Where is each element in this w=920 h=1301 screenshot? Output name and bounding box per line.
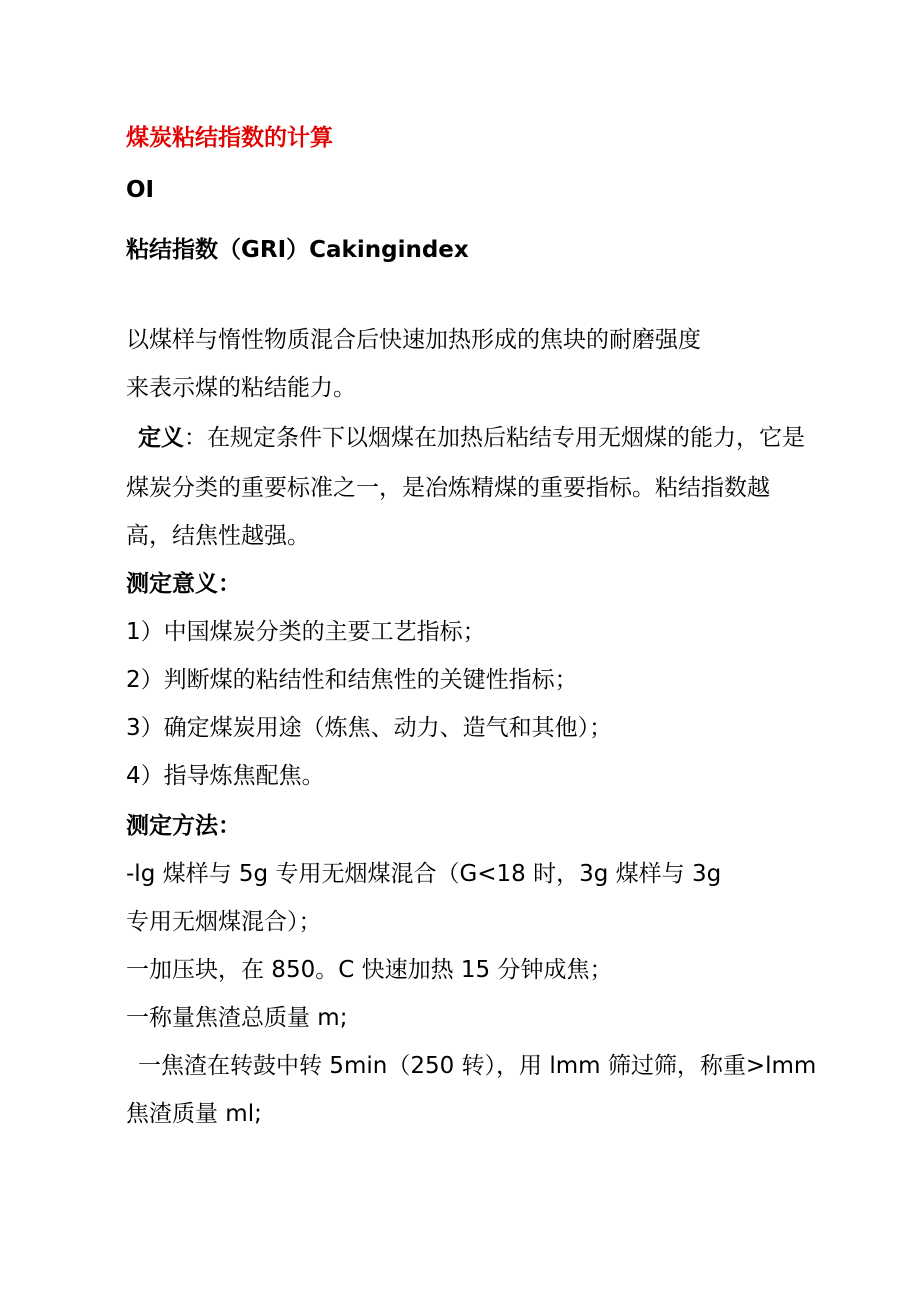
intro-line-2: 来表示煤的粘结能力。 [126,375,356,401]
significance-item-2: 2）判断煤的粘结性和结焦性的关键性指标； [126,667,578,693]
significance-heading: 测定意义： [126,571,241,597]
method-line-5: 一焦渣在转鼓中转 5min（250 转），用 lmm 筛过筛，称重>lmm [138,1053,817,1079]
definition-line-2: 煤炭分类的重要标准之一，是冶炼精煤的重要指标。粘结指数越 [126,475,770,501]
method-heading: 测定方法： [126,813,241,839]
method-line-4: 一称量焦渣总质量 m; [126,1005,348,1031]
definition-label: 定义 [138,425,184,451]
significance-item-4: 4）指导炼焦配焦。 [126,763,325,789]
method-line-3: 一加压块，在 850。C 快速加热 15 分钟成焦； [126,957,613,983]
definition-text: ：在规定条件下以烟煤在加热后粘结专用无烟煤的能力，它是 [184,425,805,451]
method-line-2: 专用无烟煤混合）； [126,909,322,935]
definition-line-1 [138,422,805,454]
section-heading: 粘结指数（GRI）Cakingindex [126,237,469,263]
significance-item-3: 3）确定煤炭用途（炼焦、动力、造气和其他）； [126,715,613,741]
document-code: OI [126,177,155,203]
method-line-1: -lg 煤样与 5g 专用无烟煤混合（G<18 时，3g 煤样与 3g [126,861,722,887]
definition-line-3: 高，结焦性越强。 [126,523,310,549]
intro-line-1: 以煤样与惰性物质混合后快速加热形成的焦块的耐磨强度 [126,327,701,353]
document-title: 煤炭粘结指数的计算 [126,125,333,151]
significance-item-1: 1）中国煤炭分类的主要工艺指标； [126,619,486,645]
method-line-6: 焦渣质量 ml; [126,1101,262,1127]
